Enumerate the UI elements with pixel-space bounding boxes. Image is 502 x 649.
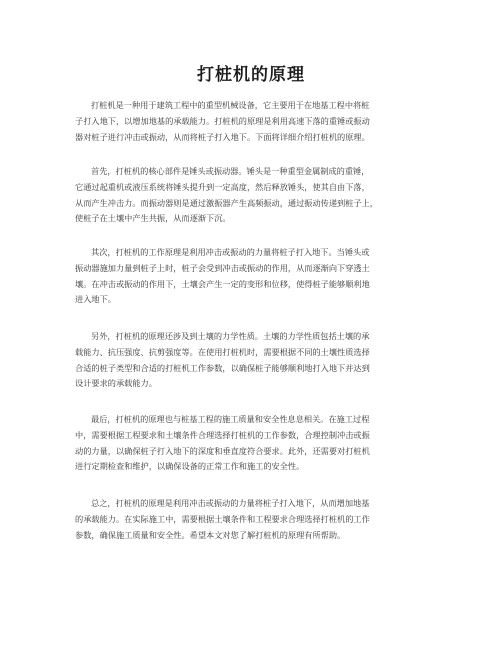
paragraph-5	[75, 412, 431, 475]
paragraph-line: 使桩子在土壤中产生共振，从而逐渐下沉。	[75, 213, 231, 224]
paragraph-line: 的承载能力。在实际施工中，需要根据土壤条件和工程要求合理选择打桩机的工作	[75, 513, 370, 524]
paragraph-line: 设计要求的承载能力。	[75, 378, 157, 389]
document-title: 打桩机的原理	[197, 65, 305, 85]
paragraph-line: 振动器施加力量到桩子上时，桩子会受到冲击或振动的作用，从而逐渐向下穿透土	[75, 262, 370, 273]
paragraph-line: 最后，打桩机的原理也与桩基工程的施工质量和安全性息息相关。在施工过程	[91, 414, 370, 424]
paragraph-line: 中，需要根据工程要求和土壤条件合理选择打桩机的工作参数，合理控制冲击或振	[75, 429, 370, 440]
paragraph-3	[75, 245, 431, 308]
paragraph-line: 总之，打桩机的原理是利用冲击或振动的力量将桩子打入地下，从而增加地基	[91, 498, 370, 508]
paragraph-1	[75, 98, 431, 145]
paragraph-6	[75, 496, 431, 543]
paragraph-line: 其次，打桩机的工作原理是利用冲击或振动的力量将桩子打入地下。当锤头或	[91, 247, 370, 257]
paragraph-line: 壤。在冲击或振动的作用下，土壤会产生一定的变形和位移，使得桩子能够顺利地	[75, 278, 370, 289]
paragraph-line: 它通过起重机或液压系统将锤头提升到一定高度，然后释放锤头，使其自由下落，	[75, 181, 370, 192]
paragraph-line: 另外，打桩机的原理还涉及到土壤的力学性质。土壤的力学性质包括土壤的承	[91, 331, 370, 341]
paragraph-line: 动的力量，以确保桩子打入地下的深度和垂直度符合要求。此外，还需要对打桩机	[75, 445, 370, 456]
paragraph-line: 器对桩子进行冲击或振动，从而将桩子打入地下。下面将详细介绍打桩机的原理。	[75, 131, 370, 142]
paragraph-line: 进入地下。	[75, 294, 116, 305]
paragraph-line: 载能力、抗压强度、抗剪强度等。在使用打桩机时，需要根据不同的土壤性质选择	[75, 346, 370, 357]
paragraph-line: 打桩机是一种用于建筑工程中的重型机械设备，它主要用于在地基工程中将桩	[91, 100, 370, 110]
paragraph-line: 参数，确保施工质量和安全性。希望本文对您了解打桩机的原理有所帮助。	[75, 529, 346, 540]
paragraph-line: 子打入地下，以增加地基的承载能力。打桩机的原理是利用高速下落的重锤或振动	[75, 115, 370, 126]
paragraph-line: 合适的桩子类型和合适的打桩机工作参数，以确保桩子能够顺利地打入地下并达到	[75, 362, 370, 373]
paragraph-line: 首先，打桩机的核心部件是锤头或振动器。锤头是一种重型金属制成的重锤，	[91, 166, 370, 176]
paragraph-2	[75, 164, 431, 227]
paragraph-line: 从而产生冲击力。而振动器则是通过激振器产生高频振动，通过振动传递到桩子上，	[75, 197, 378, 208]
paragraph-line: 进行定期检查和维护，以确保设备的正常工作和施工的安全性。	[75, 461, 305, 472]
paragraph-4	[75, 329, 431, 392]
